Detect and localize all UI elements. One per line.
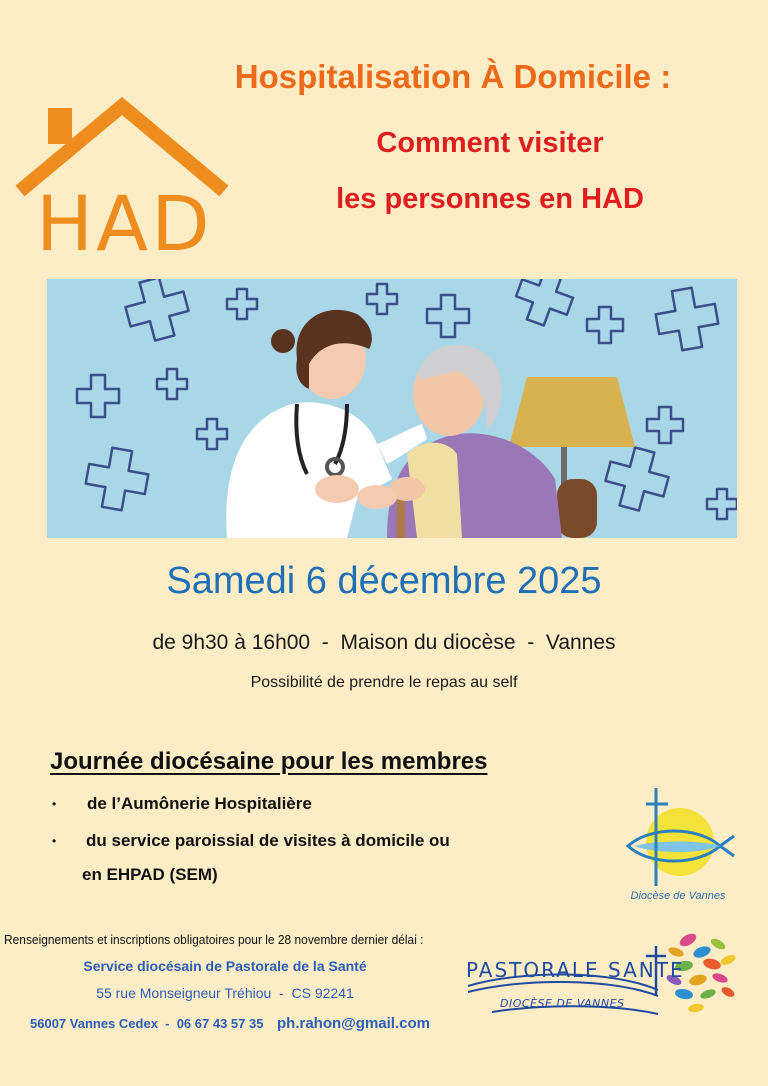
list-item: en EHPAD (SEM) [82,865,218,884]
event-date: Samedi 6 décembre 2025 [166,560,602,602]
cross-fish-sun-icon [620,782,738,906]
subtitle-line-1: Comment visiter [376,127,604,159]
address: 55 rue Monseigneur Tréhiou - CS 92241 [96,985,354,1001]
subtitle-line-2: les personnes en HAD [336,183,644,215]
email-link[interactable]: ph.rahon@gmail.com [277,1015,430,1032]
event-schedule: de 9h30 à 16h00 - Maison du diocèse - Vannes [152,631,616,654]
bullet-marker: • [52,797,57,811]
registration-info: Renseignements et inscriptions obligatoires pour le 28 novembre dernier délai : [4,932,424,947]
city-phone: 56007 Vannes Cedex - 06 67 43 57 35 [30,1016,264,1031]
pastorale-subtitle: DIOCÈSE DE VANNES [500,997,625,1010]
nurse-with-elderly-patient-illustration [47,279,737,538]
had-logo-text: HAD [36,179,213,268]
service-name: Service diocésain de Pastorale de la Santé [83,958,367,974]
pastorale-title: PASTORALE SANTE [466,958,685,982]
audience-heading: Journée diocésaine pour les membres [50,748,488,775]
list-item: de l’Aumônerie Hospitalière [87,794,312,813]
meal-note: Possibilité de prendre le repas au self [250,674,518,691]
page-title: Hospitalisation À Domicile : [234,58,672,95]
list-item: du service paroissial de visites à domicile ou [86,831,450,850]
bullet-marker: • [52,834,57,848]
diocese-label: Diocèse de Vannes [630,890,726,902]
